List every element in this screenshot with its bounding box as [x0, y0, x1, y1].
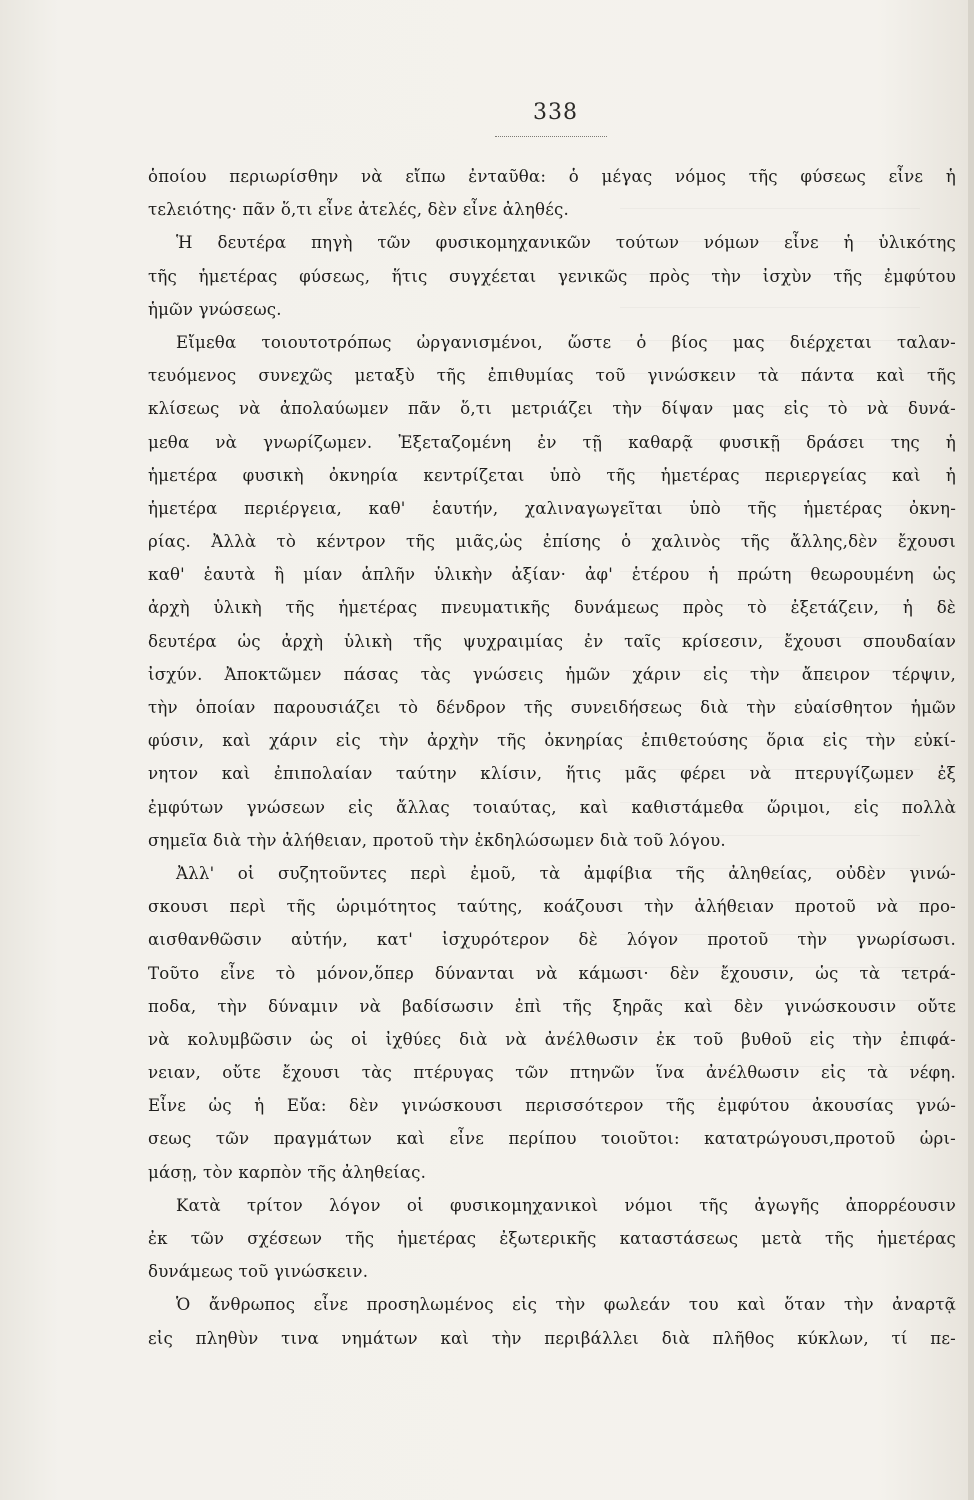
text-line: αισθανθῶσιν αὐτήν, κατ' ἰσχυρότερον δὲ λόγον προτοῦ τὴν γνωρίσωσι.	[148, 930, 956, 950]
text-line: ἀρχὴ ὑλικὴ τῆς ἡμετέρας πνευματικῆς δυνάμεως πρὸς τὸ ἐξετάζειν, ἡ δὲ	[148, 598, 956, 618]
text-line: Κατὰ τρίτον λόγον οἱ φυσικομηχανικοὶ νόμοι τῆς ἀγωγῆς ἀπορρέουσιν	[176, 1195, 956, 1215]
page-edge	[968, 0, 974, 1500]
text-line: τελειότης· πᾶν ὅ,τι εἶνε ἀτελές, δὲν εἶνε ἀληθές.	[148, 200, 569, 220]
text-line: Ἡ δευτέρα πηγὴ τῶν φυσικομηχανικῶν τούτων νόμων εἶνε ἡ ὑλικότης	[176, 233, 956, 253]
text-line: καθ' ἑαυτὰ ἢ μίαν ἁπλῆν ὑλικὴν ἀξίαν· ἀφ' ἑτέρου ἡ πρώτη θεωρουμένη ὡς	[148, 565, 956, 585]
text-line: ἡμετέρα περιέργεια, καθ' ἑαυτήν, χαλιναγωγεῖται ὑπὸ τῆς ἡμετέρας ὀκνη-	[148, 498, 956, 518]
text-line: ἰσχύν. Ἀποκτῶμεν πάσας τὰς γνώσεις ἡμῶν χάριν εἰς τὴν ἄπειρον τέρψιν,	[148, 664, 956, 684]
text-line: νητον καὶ ἐπιπολαίαν ταύτην κλίσιν, ἥτις μᾶς φέρει νὰ πτερυγίζωμεν ἐξ	[148, 764, 956, 784]
text-line: ὁποίου περιωρίσθην νὰ εἴπω ἐνταῦθα: ὁ μέγας νόμος τῆς φύσεως εἶνε ἡ	[148, 167, 956, 186]
text-line: φύσιν, καὶ χάριν εἰς τὴν ἀρχὴν τῆς ὀκνηρίας ἐπιθετούσης ὅρια εἰς τὴν εὐκί-	[148, 731, 956, 751]
text-line: μεθα νὰ γνωρίζωμεν. Ἐξεταζομένη ἐν τῇ καθαρᾷ φυσικῇ δράσει της ἡ	[148, 432, 956, 452]
text-line: Ὁ ἄνθρωπος εἶνε προσηλωμένος εἰς τὴν φωλεάν του καὶ ὅταν τὴν ἀναρτᾷ	[176, 1295, 956, 1315]
text-line: τευόμενος συνεχῶς μεταξὺ τῆς ἐπιθυμίας τοῦ γινώσκειν τὰ πάντα καὶ τῆς	[148, 366, 956, 386]
page-number-rule	[495, 136, 607, 137]
text-line: ἐμφύτων γνώσεων εἰς ἄλλας τοιαύτας, καὶ καθιστάμεθα ὥριμοι, εἰς πολλὰ	[148, 797, 956, 817]
text-line: μάσῃ, τὸν καρπὸν τῆς ἀληθείας.	[148, 1162, 427, 1182]
text-line: σκουσι περὶ τῆς ὡριμότητος ταύτης, κοάζουσι τὴν ἀλήθειαν προτοῦ νὰ προ-	[148, 897, 956, 917]
text-line: Τοῦτο εἶνε τὸ μόνον,ὅπερ δύνανται νὰ κάμωσι· δὲν ἔχουσιν, ὡς τὰ τετρά-	[148, 963, 956, 983]
text-line: Ἀλλ' οἱ συζητοῦντες περὶ ἐμοῦ, τὰ ἀμφίβια τῆς ἀληθείας, οὐδὲν γινώ-	[176, 863, 956, 883]
text-line: δευτέρα ὡς ἀρχὴ ὑλικὴ τῆς ψυχραιμίας ἐν ταῖς κρίσεσιν, ἔχουσι σπουδαίαν	[148, 631, 956, 651]
text-line: νειαν, οὔτε ἔχουσι τὰς πτέρυγας τῶν πτηνῶν ἵνα ἀνέλθωσιν εἰς τὰ νέφη.	[148, 1063, 956, 1083]
text-line: ποδα, τὴν δύναμιν νὰ βαδίσωσιν ἐπὶ τῆς ξηρᾶς καὶ δὲν γινώσκουσιν οὔτε	[148, 996, 956, 1016]
text-line: τὴν ὁποίαν παρουσιάζει τὸ δένδρον τῆς συνειδήσεως διὰ τὴν εὐαίσθητον ἡμῶν	[148, 698, 956, 717]
text-line: ἡμῶν γνώσεως.	[148, 299, 282, 319]
text-line: ἡμετέρα φυσικὴ ὀκνηρία κεντρίζεται ὑπὸ τῆς ἡμετέρας περιεργείας καὶ ἡ	[148, 465, 956, 485]
text-line: κλίσεως νὰ ἀπολαύωμεν πᾶν ὅ,τι μετριάζει τὴν δίψαν μας εἰς τὸ νὰ δυνά-	[148, 399, 956, 419]
text-line: τῆς ἡμετέρας φύσεως, ἥτις συγχέεται γενικῶς πρὸς τὴν ἰσχὺν τῆς ἐμφύτου	[148, 266, 956, 286]
text-line: σεως τῶν πραγμάτων καὶ εἶνε περίπου τοιοῦτοι: κατατρώγουσι,προτοῦ ὡρι-	[148, 1129, 956, 1149]
text-line: δυνάμεως τοῦ γινώσκειν.	[148, 1262, 369, 1282]
text-line: ρίας. Ἀλλὰ τὸ κέντρον τῆς μιᾶς,ὡς ἐπίσης ὁ χαλινὸς τῆς ἄλλης,δὲν ἔχουσι	[148, 532, 956, 552]
text-line: ἐκ τῶν σχέσεων τῆς ἡμετέρας ἐξωτερικῆς καταστάσεως μετὰ τῆς ἡμετέρας	[148, 1229, 956, 1248]
text-line: Εἴμεθα τοιουτοτρόπως ὠργανισμένοι, ὥστε ὁ βίος μας διέρχεται ταλαν-	[176, 332, 956, 352]
text-line: νὰ κολυμβῶσιν ὡς οἱ ἰχθύες διὰ νὰ ἀνέλθωσιν ἐκ τοῦ βυθοῦ εἰς τὴν ἐπιφά-	[148, 1029, 956, 1049]
text-line: Εἶνε ὡς ἡ Εὔα: δὲν γινώσκουσι περισσότερον τῆς ἐμφύτου ἀκουσίας γνώ-	[148, 1096, 956, 1116]
body-text	[148, 160, 956, 1355]
text-line: σημεῖα διὰ τὴν ἀλήθειαν, προτοῦ τὴν ἐκδηλώσωμεν διὰ τοῦ λόγου.	[148, 830, 726, 850]
page-number: 338	[533, 100, 578, 125]
text-line: εἰς πληθὺν τινα νημάτων καὶ τὴν περιβάλλει διὰ πλῆθος κύκλων, τί πε-	[148, 1328, 956, 1348]
